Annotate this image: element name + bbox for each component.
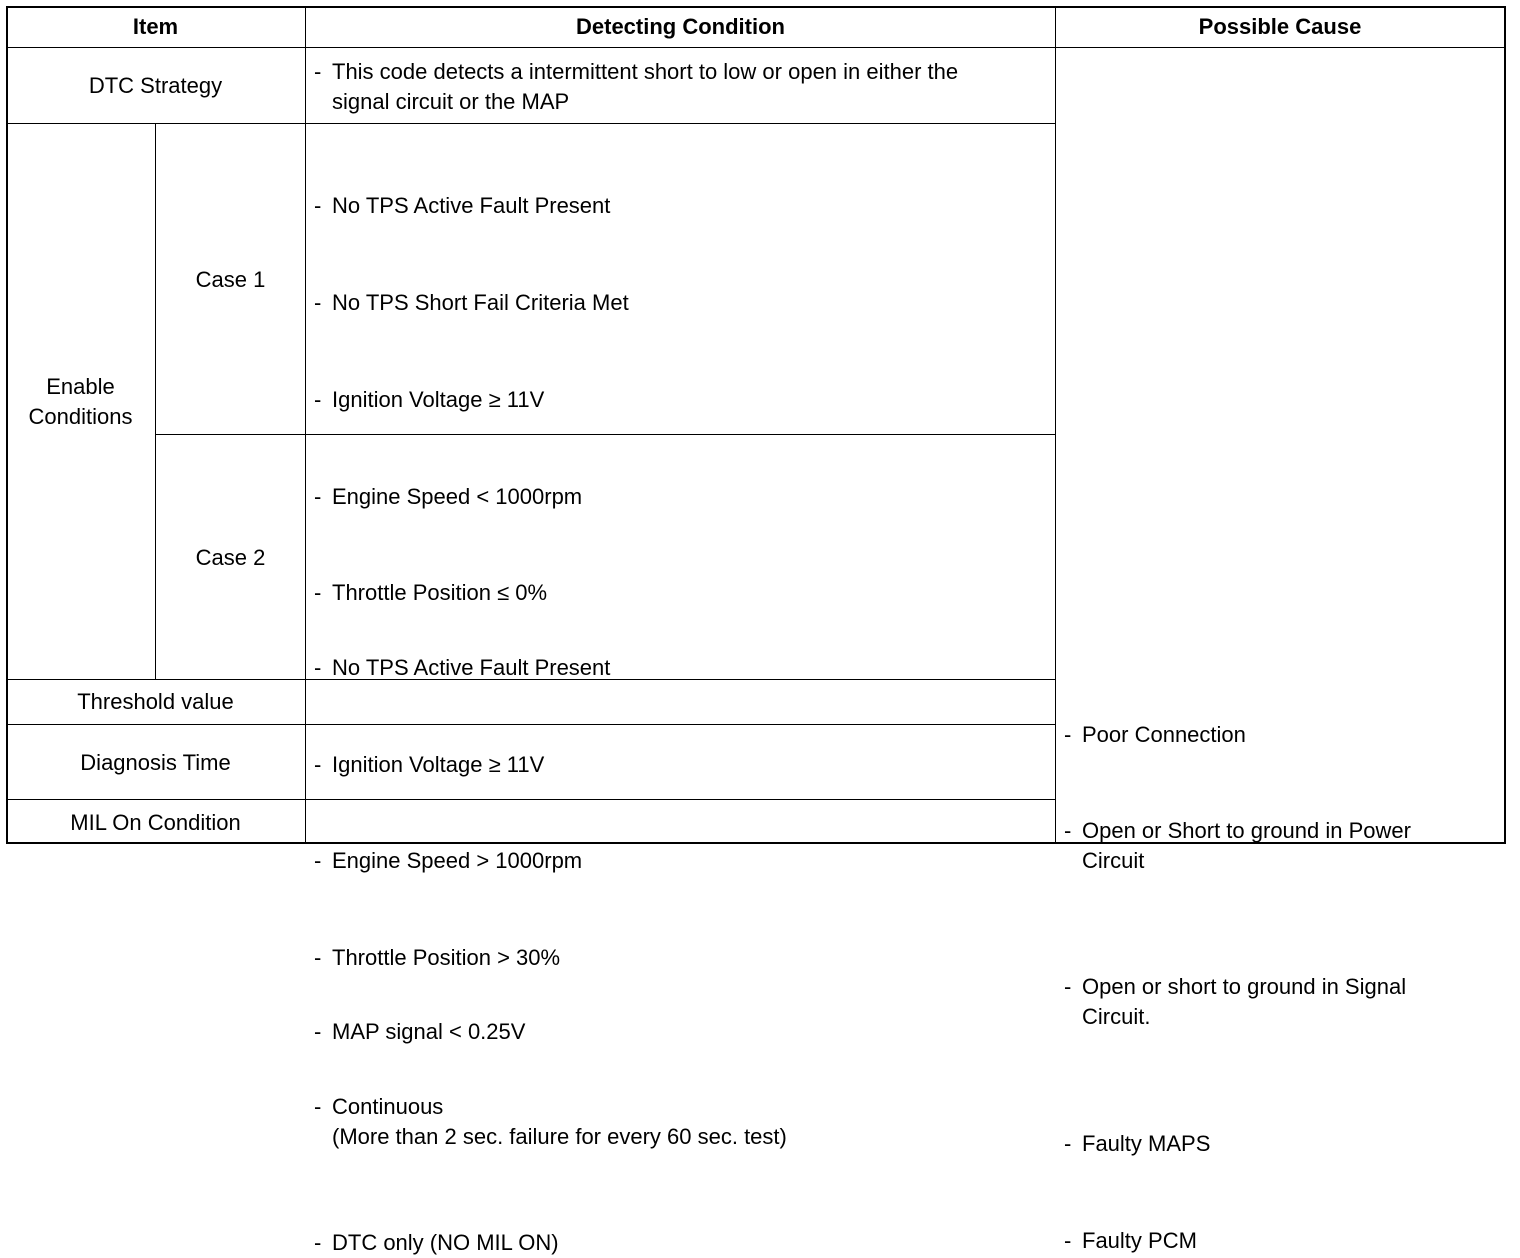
header-detecting-condition: Detecting Condition (576, 14, 785, 39)
case-2-item (314, 653, 1520, 683)
table-grid (6, 6, 1506, 844)
bullet-dash: - (314, 580, 322, 605)
cause-line: Poor Connection (1082, 722, 1246, 747)
case-1-label: Case 1 (195, 267, 266, 292)
cause-line: Circuit (1082, 848, 1145, 873)
row-line-case (155, 434, 1056, 435)
cause-item (1064, 816, 1520, 876)
header-item: Item (132, 14, 179, 39)
case-1-item-text: Throttle Position ≤ 0% (332, 580, 548, 605)
row-line-strategy (6, 123, 1056, 124)
case-2-item (314, 943, 1520, 973)
bullet-dash: - (1064, 1131, 1072, 1156)
cause-item (1064, 720, 1520, 750)
mil-value-text: DTC only (NO MIL ON) (332, 1230, 559, 1255)
case-1-item-text: No TPS Short Fail Criteria Met (332, 290, 629, 315)
case-1-item-text: Ignition Voltage ≥ 11V (332, 387, 545, 412)
cause-item (1064, 1226, 1520, 1256)
case-2-item-text: Engine Speed > 1000rpm (332, 848, 583, 873)
threshold-label: Threshold value (77, 689, 234, 714)
bullet-dash: - (314, 290, 322, 315)
bullet-dash: - (314, 945, 322, 970)
case-2-item (314, 750, 1520, 780)
threshold-value-text: MAP signal < 0.25V (332, 1019, 526, 1044)
case-1-item (314, 482, 1520, 512)
cause-line: Faulty PCM (1082, 1228, 1197, 1253)
enable-conditions-label (6, 372, 155, 432)
dtc-strategy-label: DTC Strategy (88, 73, 223, 98)
border-right (1504, 6, 1506, 844)
dtc-strategy-line: signal circuit or the MAP (332, 89, 570, 114)
diagnosis-time-label: Diagnosis Time (80, 750, 231, 775)
case-1-item-text: Engine Speed < 1000rpm (332, 484, 583, 509)
border-top (6, 6, 1506, 8)
col-line-detect (1055, 6, 1056, 844)
dtc-strategy-text (314, 57, 1520, 117)
mil-on-condition-label: MIL On Condition (70, 810, 241, 835)
bullet-dash: - (1064, 818, 1072, 843)
row-line-threshold (6, 724, 1056, 725)
bullet-dash: - (314, 1019, 322, 1044)
diagnosis-time-line: (More than 2 sec. failure for every 60 sec. test) (332, 1124, 787, 1149)
cause-item (1064, 972, 1520, 1032)
cause-line: Open or Short to ground in Power (1082, 818, 1411, 843)
bullet-dash: - (314, 59, 322, 84)
bullet-dash: - (314, 484, 322, 509)
bullet-dash: - (314, 848, 322, 873)
col-line-case (155, 123, 156, 679)
bullet-dash: - (314, 387, 322, 412)
row-line-diagnosis (6, 799, 1056, 800)
case-1-item (314, 288, 1520, 318)
dtc-table (6, 6, 1506, 1255)
diagnosis-time-line: Continuous (332, 1094, 444, 1119)
enable-label-line: Enable (46, 374, 115, 399)
cause-line: Circuit. (1082, 1004, 1151, 1029)
bullet-dash: - (314, 655, 322, 680)
bullet-dash: - (314, 752, 322, 777)
bullet-dash: - (314, 1094, 322, 1119)
bullet-dash: - (314, 1230, 322, 1255)
case-2-item-text: Throttle Position > 30% (332, 945, 561, 970)
dtc-strategy-line: This code detects a intermittent short to low or open in either the (332, 59, 959, 84)
cause-line: Faulty MAPS (1082, 1131, 1211, 1156)
bullet-dash: - (1064, 974, 1072, 999)
bullet-dash: - (1064, 1228, 1072, 1253)
header-possible-cause: Possible Cause (1198, 14, 1362, 39)
bullet-dash: - (1064, 722, 1072, 747)
case-1-item (314, 385, 1520, 415)
case-1-item (314, 578, 1520, 608)
case-1-item (314, 191, 1520, 221)
bullet-dash: - (314, 193, 322, 218)
case-2-item-text: Ignition Voltage ≥ 11V (332, 752, 545, 777)
case-2-item-text: No TPS Active Fault Present (332, 655, 611, 680)
case-2-label: Case 2 (195, 545, 266, 570)
cause-line: Open or short to ground in Signal (1082, 974, 1407, 999)
row-line-header (6, 47, 1506, 48)
enable-label-line: Conditions (28, 404, 133, 429)
cause-item (1064, 1129, 1520, 1159)
col-line-item (305, 6, 306, 844)
case-1-item-text: No TPS Active Fault Present (332, 193, 611, 218)
